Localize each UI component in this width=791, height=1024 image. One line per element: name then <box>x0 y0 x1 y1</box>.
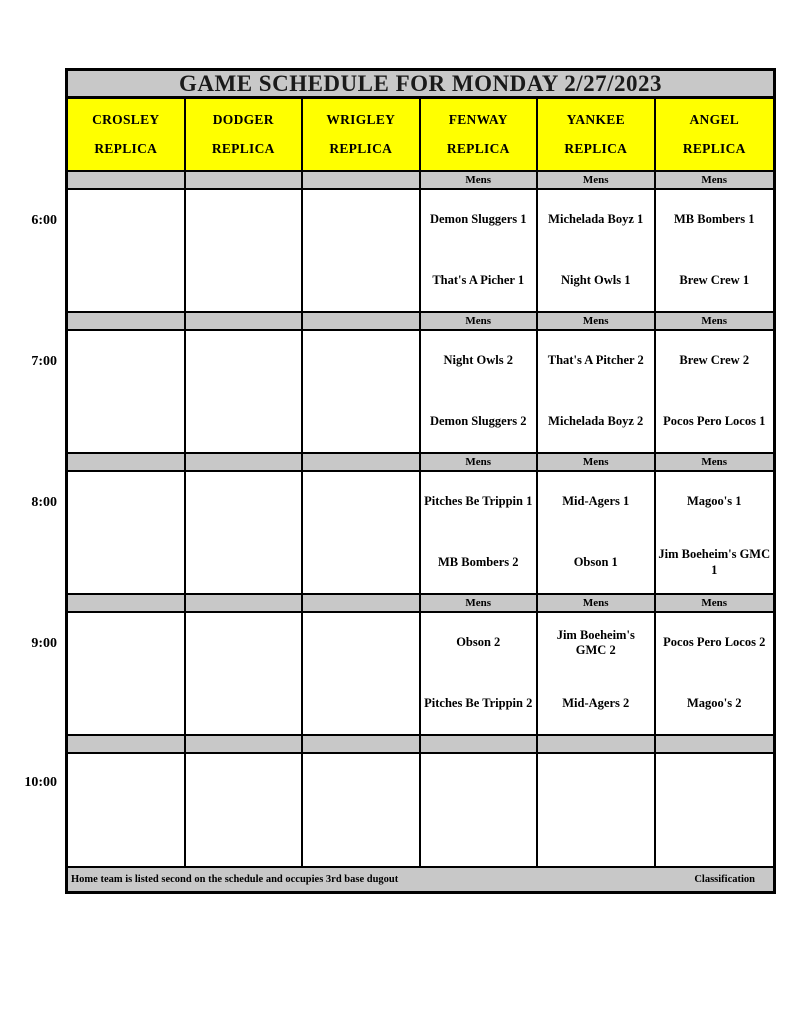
classification-cell-mens: Mens <box>656 595 774 613</box>
away-team <box>303 613 419 674</box>
home-team: Brew Crew 1 <box>679 272 750 287</box>
column-header-line2: REPLICA <box>682 141 746 156</box>
classification-cell-empty <box>186 736 304 754</box>
away-team: Pocos Pero Locos 2 <box>663 635 766 650</box>
time-label-8:00: 8:00 <box>31 494 57 510</box>
game-cell-7:00-col4 <box>421 331 539 454</box>
game-cell-9:00-col1 <box>68 613 186 736</box>
classification-cell-mens: Mens <box>421 313 539 331</box>
away-team <box>303 754 419 810</box>
game-cell-8:00-col3 <box>303 472 421 595</box>
classification-cell-mens: Mens <box>656 172 774 190</box>
classification-cell-mens: Mens <box>538 595 656 613</box>
home-team: Jim Boeheim's GMC 1 <box>658 547 771 577</box>
column-header-line1: CROSLEY <box>92 112 160 127</box>
classification-cell-mens: Mens <box>421 454 539 472</box>
schedule-table <box>65 68 776 894</box>
game-cell-9:00-col3 <box>303 613 421 736</box>
away-team <box>303 472 419 533</box>
home-team <box>656 810 774 866</box>
classification-cell-empty <box>186 595 304 613</box>
home-team <box>186 810 302 866</box>
game-cell-7:00-col6 <box>656 331 774 454</box>
away-team: Magoo's 1 <box>686 494 742 509</box>
home-team <box>186 251 302 312</box>
schedule-blocks <box>68 172 773 868</box>
game-cell-10:00-col1 <box>68 754 186 868</box>
classification-cell-mens: Mens <box>538 172 656 190</box>
game-cell-7:00-col1 <box>68 331 186 454</box>
game-row-7:00 <box>68 331 773 454</box>
column-header-line1: ANGEL <box>689 112 739 127</box>
game-cell-8:00-col1 <box>68 472 186 595</box>
classification-cell-mens: Mens <box>421 172 539 190</box>
game-cell-9:00-col4 <box>421 613 539 736</box>
away-team: Obson 2 <box>456 635 501 650</box>
footer-note: Home team is listed second on the schedule and occupies 3rd base dugout <box>71 874 399 885</box>
column-header-line2: REPLICA <box>211 141 275 156</box>
game-cell-9:00-col2 <box>186 613 304 736</box>
game-cell-7:00-col2 <box>186 331 304 454</box>
game-cell-10:00-col2 <box>186 754 304 868</box>
away-team: Brew Crew 2 <box>679 353 750 368</box>
home-team: Night Owls 1 <box>561 272 631 287</box>
away-team: Night Owls 2 <box>443 353 513 368</box>
column-header-line2: REPLICA <box>329 141 393 156</box>
column-header-line1: FENWAY <box>448 112 508 127</box>
away-team <box>68 331 184 392</box>
schedule-title: GAME SCHEDULE FOR MONDAY 2/27/2023 <box>68 71 773 99</box>
column-header-crosley <box>68 99 186 172</box>
game-cell-6:00-col2 <box>186 190 304 313</box>
home-team: MB Bombers 2 <box>437 554 519 569</box>
away-team <box>303 331 419 392</box>
game-row-9:00 <box>68 613 773 736</box>
home-team <box>538 810 654 866</box>
home-team: Magoo's 2 <box>686 695 742 710</box>
classification-cell-empty <box>68 736 186 754</box>
column-header-dodger <box>186 99 304 172</box>
home-team <box>68 392 184 453</box>
classification-cell-empty <box>68 454 186 472</box>
classification-cell-empty <box>68 172 186 190</box>
column-header-wrigley <box>303 99 421 172</box>
away-team <box>68 190 184 251</box>
footer-classification-label: Classification <box>694 874 755 885</box>
home-team: Demon Sluggers 2 <box>429 413 527 428</box>
column-header-line1: YANKEE <box>566 112 625 127</box>
home-team: That's A Picher 1 <box>432 272 525 287</box>
column-header-line2: REPLICA <box>94 141 158 156</box>
column-header-angel <box>656 99 774 172</box>
column-header-fenway <box>421 99 539 172</box>
classification-cell-mens: Mens <box>656 454 774 472</box>
classification-band-8:00 <box>68 454 773 472</box>
away-team: Demon Sluggers 1 <box>429 212 527 227</box>
home-team <box>186 674 302 735</box>
column-header-line1: WRIGLEY <box>326 112 396 127</box>
away-team <box>68 472 184 533</box>
game-row-6:00 <box>68 190 773 313</box>
home-team <box>303 251 419 312</box>
time-label-10:00: 10:00 <box>24 774 57 790</box>
classification-band-9:00 <box>68 595 773 613</box>
column-header-yankee <box>538 99 656 172</box>
away-team: Jim Boeheim's GMC 2 <box>556 627 635 658</box>
home-team <box>303 674 419 735</box>
classification-cell-mens: Mens <box>538 313 656 331</box>
classification-cell-mens: Mens <box>656 313 774 331</box>
game-cell-10:00-col5 <box>538 754 656 868</box>
time-label-9:00: 9:00 <box>31 635 57 651</box>
home-team <box>68 533 184 594</box>
home-team <box>421 810 537 866</box>
game-cell-9:00-col5 <box>538 613 656 736</box>
time-label-7:00: 7:00 <box>31 353 57 369</box>
home-team: Pitches Be Trippin 2 <box>424 695 533 710</box>
column-header-line2: REPLICA <box>446 141 510 156</box>
away-team <box>303 190 419 251</box>
classification-band-6:00 <box>68 172 773 190</box>
home-team <box>303 533 419 594</box>
away-team <box>68 754 184 810</box>
column-header-line2: REPLICA <box>564 141 628 156</box>
classification-cell-empty <box>656 736 774 754</box>
away-team: That's A Pitcher 2 <box>547 353 644 368</box>
classification-cell-empty <box>421 736 539 754</box>
classification-cell-empty <box>538 736 656 754</box>
away-team <box>656 754 774 810</box>
classification-cell-empty <box>68 313 186 331</box>
away-team: MB Bombers 1 <box>673 212 755 227</box>
home-team <box>186 392 302 453</box>
home-team <box>68 251 184 312</box>
classification-cell-empty <box>303 313 421 331</box>
classification-cell-mens: Mens <box>538 454 656 472</box>
game-cell-8:00-col6 <box>656 472 774 595</box>
home-team <box>303 810 419 866</box>
home-team: Mid-Agers 2 <box>562 695 630 710</box>
game-cell-10:00-col6 <box>656 754 774 868</box>
classification-band-10:00 <box>68 736 773 754</box>
game-cell-9:00-col6 <box>656 613 774 736</box>
game-row-8:00 <box>68 472 773 595</box>
home-team: Obson 1 <box>573 554 618 569</box>
home-team <box>68 674 184 735</box>
classification-cell-mens: Mens <box>421 595 539 613</box>
column-header-line1: DODGER <box>212 112 274 127</box>
away-team <box>186 190 302 251</box>
away-team <box>186 331 302 392</box>
classification-band-7:00 <box>68 313 773 331</box>
classification-cell-empty <box>303 736 421 754</box>
footer-row <box>68 868 773 891</box>
home-team <box>68 810 184 866</box>
game-cell-10:00-col4 <box>421 754 539 868</box>
game-cell-10:00-col3 <box>303 754 421 868</box>
away-team: Michelada Boyz 1 <box>548 212 644 227</box>
game-cell-8:00-col5 <box>538 472 656 595</box>
classification-cell-empty <box>68 595 186 613</box>
home-team: Michelada Boyz 2 <box>548 413 644 428</box>
game-cell-8:00-col4 <box>421 472 539 595</box>
classification-cell-empty <box>303 454 421 472</box>
home-team <box>186 533 302 594</box>
home-team <box>303 392 419 453</box>
away-team: Pitches Be Trippin 1 <box>424 494 533 509</box>
game-cell-6:00-col1 <box>68 190 186 313</box>
game-cell-6:00-col5 <box>538 190 656 313</box>
time-label-6:00: 6:00 <box>31 212 57 228</box>
game-cell-6:00-col3 <box>303 190 421 313</box>
game-cell-7:00-col5 <box>538 331 656 454</box>
away-team <box>186 613 302 674</box>
game-row-10:00 <box>68 754 773 868</box>
away-team <box>421 754 537 810</box>
away-team <box>186 754 302 810</box>
classification-cell-empty <box>186 313 304 331</box>
field-header-row <box>68 99 773 172</box>
away-team <box>68 613 184 674</box>
game-cell-8:00-col2 <box>186 472 304 595</box>
away-team <box>186 472 302 533</box>
classification-cell-empty <box>186 454 304 472</box>
game-cell-7:00-col3 <box>303 331 421 454</box>
away-team: Mid-Agers 1 <box>562 494 630 509</box>
home-team: Pocos Pero Locos 1 <box>663 413 766 428</box>
game-cell-6:00-col6 <box>656 190 774 313</box>
classification-cell-empty <box>303 172 421 190</box>
away-team <box>538 754 654 810</box>
classification-cell-empty <box>303 595 421 613</box>
game-cell-6:00-col4 <box>421 190 539 313</box>
classification-cell-empty <box>186 172 304 190</box>
